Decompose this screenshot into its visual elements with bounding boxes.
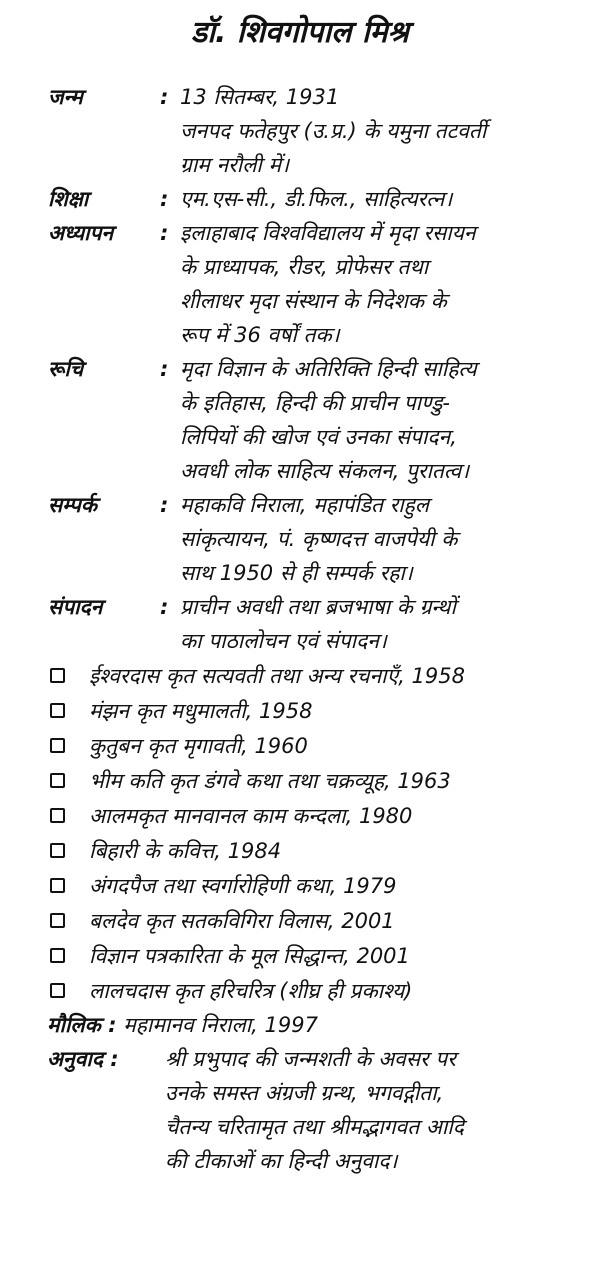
bio-label: सम्पर्क [48, 493, 97, 517]
bio-label: शिक्षा [48, 187, 89, 211]
value-line: मृदा विज्ञान के अतिरिक्ति हिन्दी साहित्य [180, 357, 477, 381]
square-bullet-icon [50, 808, 65, 823]
work-title: अंगदपैज तथा स्वर्गारोहिणी कथा, 1979 [89, 873, 397, 898]
bio-label: रूचि [48, 357, 84, 381]
bio-sections [0, 80, 600, 658]
bio-row [0, 352, 600, 488]
value-line: श्री प्रभुपाद की जन्मशती के अवसर पर [165, 1047, 456, 1071]
square-bullet-icon [50, 913, 65, 928]
value-line: उनके समस्त अंग्रजी ग्रन्थ, भगवद्गीता, [165, 1081, 444, 1105]
bio-row [0, 80, 600, 182]
bio-label: संपादन [48, 595, 103, 619]
work-title: बिहारी के कवित्त, 1984 [89, 838, 282, 863]
list-item [0, 728, 600, 763]
list-item [0, 973, 600, 1008]
colon: : [160, 595, 169, 619]
maulik-row [0, 1008, 600, 1042]
value-line: साथ 1950 से ही सम्पर्क रहा। [180, 561, 413, 585]
work-title: लालचदास कृत हरिचरित्र (शीघ्र ही प्रकाश्य) [89, 978, 413, 1003]
list-item [0, 938, 600, 973]
value-line: इलाहाबाद विश्वविद्यालय में मृदा रसायन [180, 221, 476, 245]
square-bullet-icon [50, 948, 65, 963]
colon: : [160, 357, 169, 381]
value-line: अवधी लोक साहित्य संकलन, पुरातत्व। [180, 459, 470, 483]
maulik-value: महामानव निराला, 1997 [123, 1013, 318, 1037]
value-line: रूप में 36 वर्षों तक। [180, 323, 340, 347]
bio-value [180, 488, 562, 590]
bio-value [180, 80, 562, 182]
colon: : [160, 187, 169, 211]
list-item [0, 868, 600, 903]
bio-value [180, 216, 562, 352]
value-line: के इतिहास, हिन्दी की प्राचीन पाण्डु- [180, 391, 450, 415]
bio-row [0, 216, 600, 352]
value-line: सांकृत्यायन, पं. कृष्णदत्त वाजपेयी के [180, 527, 458, 551]
square-bullet-icon [50, 773, 65, 788]
value-line: की टीकाओं का हिन्दी अनुवाद। [165, 1149, 398, 1173]
square-bullet-icon [50, 843, 65, 858]
list-item [0, 658, 600, 693]
value-line: एम.एस-सी., डी.फिल., साहित्यरत्न। [180, 187, 453, 211]
square-bullet-icon [50, 703, 65, 718]
value-line: का पाठालोचन एवं संपादन। [180, 629, 387, 653]
maulik-label: मौलिक : [47, 1013, 117, 1037]
value-line: महाकवि निराला, महापंडित राहुल [180, 493, 430, 517]
value-line: प्राचीन अवधी तथा ब्रजभाषा के ग्रन्थों [180, 595, 456, 619]
bio-value [180, 352, 562, 488]
value-line: चैतन्य चरितामृत तथा श्रीमद्भागवत आदि [165, 1115, 464, 1139]
colon: : [160, 221, 169, 245]
work-title: कुतुबन कृत मृगावती, 1960 [89, 733, 308, 758]
anuvad-value [165, 1042, 464, 1178]
value-line: 13 सितम्बर, 1931 [180, 85, 340, 109]
bio-value [180, 182, 562, 216]
list-item [0, 833, 600, 868]
value-line: शीलाधर मृदा संस्थान के निदेशक के [180, 289, 447, 313]
square-bullet-icon [50, 738, 65, 753]
works-list [0, 658, 600, 1008]
bio-label: अध्यापन [48, 221, 114, 245]
work-title: ईश्वरदास कृत सत्यवती तथा अन्य रचनाएँ, 1958 [89, 663, 465, 688]
work-title: मंझन कृत मधुमालती, 1958 [89, 698, 313, 723]
list-item [0, 903, 600, 938]
list-item [0, 798, 600, 833]
value-line: जनपद फतेहपुर (उ.प्र.) के यमुना तटवर्ती [180, 119, 487, 143]
square-bullet-icon [50, 668, 65, 683]
value-line: लिपियों की खोज एवं उनका संपादन, [180, 425, 457, 449]
work-title: भीम कति कृत डंगवे कथा तथा चक्रव्यूह, 1963 [89, 768, 451, 793]
bio-label: जन्म [48, 85, 83, 109]
work-title: बलदेव कृत सतकविगिरा विलास, 2001 [89, 908, 395, 933]
work-title: आलमकृत मानवानल काम कन्दला, 1980 [89, 803, 413, 828]
bio-row [0, 488, 600, 590]
page-title: डॉ. शिवगोपाल मिश्र [191, 15, 409, 50]
anuvad-row [0, 1042, 600, 1178]
bio-row [0, 590, 600, 658]
square-bullet-icon [50, 983, 65, 998]
colon: : [160, 493, 169, 517]
square-bullet-icon [50, 878, 65, 893]
value-line: के प्राध्यापक, रीडर, प्रोफेसर तथा [180, 255, 429, 279]
biography [0, 80, 600, 1178]
value-line: ग्राम नरौली में। [180, 153, 290, 177]
colon: : [160, 85, 169, 109]
list-item [0, 693, 600, 728]
work-title: विज्ञान पत्रकारिता के मूल सिद्धान्त, 2001 [89, 943, 410, 968]
bio-row [0, 182, 600, 216]
bio-value [180, 590, 562, 658]
anuvad-label: अनुवाद : [47, 1047, 119, 1071]
list-item [0, 763, 600, 798]
